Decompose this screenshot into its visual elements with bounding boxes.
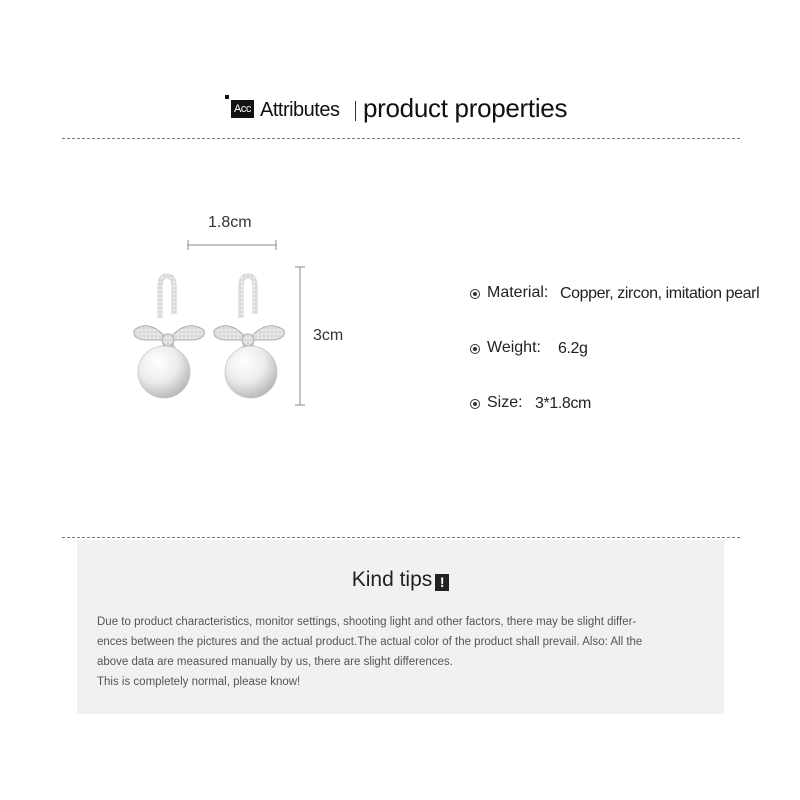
header-dot (225, 95, 229, 99)
width-dimension-label: 1.8cm (208, 214, 252, 231)
tips-title-text: Kind tips (351, 568, 433, 591)
earring-left (134, 276, 204, 398)
property-value: Copper, zircon, imitation pearl (560, 285, 760, 302)
section-header (225, 92, 645, 128)
divider-top (62, 138, 740, 139)
bullet-icon (470, 289, 480, 299)
header-badge: Acc (231, 100, 254, 118)
header-subtitle: Attributes (260, 99, 340, 121)
property-key: Size: (487, 394, 523, 411)
height-dimension-label: 3cm (313, 327, 344, 344)
tips-title (77, 568, 724, 592)
property-value: 6.2g (558, 340, 588, 357)
exclamation-icon: ! (435, 574, 449, 591)
property-key: Material: (487, 284, 549, 301)
product-image (120, 200, 370, 420)
header-separator (355, 101, 356, 121)
tips-line: This is completely normal, please know! (97, 676, 301, 688)
divider-bottom (62, 537, 740, 538)
earrings-illustration (120, 200, 370, 420)
page-title: product properties (363, 93, 568, 123)
kind-tips-panel (77, 540, 724, 714)
earring-right (214, 276, 284, 398)
tips-line: Due to product characteristics, monitor settings, shooting light and other factors, there may be slight differ- (97, 616, 637, 628)
property-value: 3*1.8cm (535, 395, 591, 412)
height-dimension-line (295, 267, 305, 405)
property-key: Weight: (487, 339, 541, 356)
bullet-icon (470, 344, 480, 354)
tips-line: ences between the pictures and the actual product.The actual color of the product shall prevail. Also: All the (97, 636, 643, 648)
bullet-icon (470, 399, 480, 409)
width-dimension-line (188, 240, 276, 250)
tips-body (97, 612, 709, 692)
tips-line: above data are measured manually by us, there are slight differences. (97, 656, 453, 668)
